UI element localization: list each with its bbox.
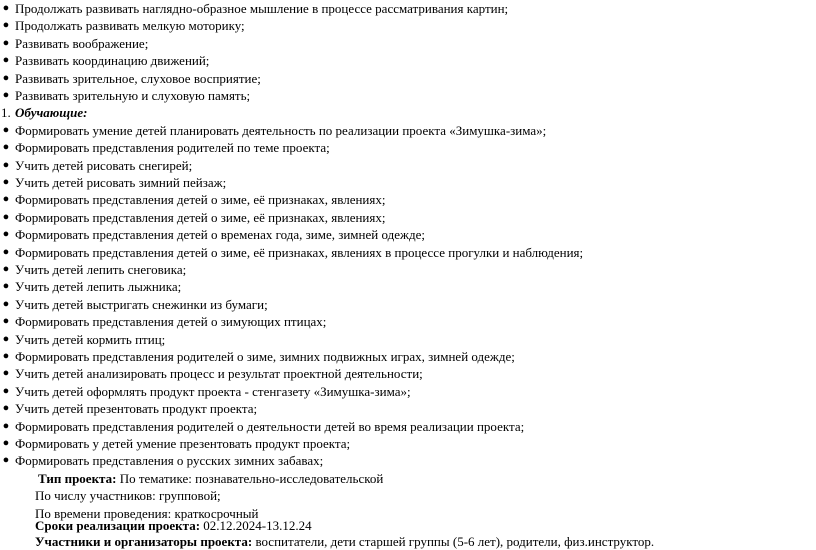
project-dates-label: Сроки реализации проекта: [35, 518, 201, 533]
bullet-icon: ● [2, 350, 10, 362]
list-item-text: Развивать зрительное, слуховое восприятие; [15, 70, 261, 86]
bullet-icon: ● [2, 419, 10, 432]
list-item-text: Формировать представления детей о зимующих птицах; [15, 314, 327, 330]
list-item-text: Формировать у детей умение презентовать продукт проекта; [15, 436, 351, 451]
bullet-icon: ● [2, 280, 10, 293]
list-item-text: Учить детей лепить лыжника; [15, 279, 182, 295]
bullet-icon: ● [2, 54, 10, 67]
project-dates [35, 517, 312, 534]
list-item-text: Формировать умение детей планировать деятельность по реализации проекта «Зимушка-зима»; [15, 122, 547, 138]
list-item-text: Учить детей презентовать продукт проекта; [15, 401, 258, 417]
participants-count: По числу участников: групповой; [35, 488, 221, 504]
bullet-icon: ● [2, 315, 10, 328]
project-type-value: По тематике: познавательно-исследовательской [116, 470, 384, 486]
bullet-icon: ● [2, 297, 10, 310]
list-item-text: Формировать представления детей о временах года, зиме, зимней одежде; [15, 227, 425, 243]
bullet-icon: ● [2, 2, 10, 14]
bullet-icon: ● [2, 71, 10, 84]
section-number: 1. [1, 105, 11, 121]
project-dates-value: 02.12.2024-13.12.24 [200, 518, 312, 533]
bullet-icon: ● [2, 228, 10, 241]
list-item-text: Учить детей анализировать процесс и результат проектной деятельности; [15, 366, 423, 382]
bullet-icon: ● [2, 367, 10, 380]
bullet-icon: ● [2, 89, 10, 101]
list-item-text: Развивать воображение; [15, 35, 149, 51]
list-item-text: Формировать представления детей о зиме, её признаках, явлениях; [15, 192, 386, 208]
bullet-icon: ● [2, 19, 10, 32]
project-duration: По времени проведения: краткосрочный [35, 505, 259, 521]
bullet-icon: ● [2, 36, 10, 49]
bullet-icon: ● [2, 263, 10, 275]
list-item-text: Продолжать развивать наглядно-образное мышление в процессе рассматривания картин; [15, 1, 509, 16]
bullet-icon: ● [2, 123, 10, 136]
bullet-icon: ● [2, 141, 10, 154]
project-type [38, 470, 383, 487]
bullet-icon: ● [2, 245, 10, 258]
list-item-text: Формировать представления родителей о зиме, зимних подвижных играх, зимней одежде; [15, 349, 515, 364]
bullet-icon: ● [2, 158, 10, 171]
list-item-text: Учить детей выстригать снежинки из бумаги; [15, 296, 268, 312]
project-participants-label: Участники и организаторы проекта: [35, 534, 253, 549]
list-item-text: Учить детей рисовать зимний пейзаж; [15, 175, 227, 190]
bullet-icon: ● [2, 454, 10, 467]
bullet-icon: ● [2, 193, 10, 206]
list-item-text: Продолжать развивать мелкую моторику; [15, 18, 245, 34]
bullet-icon: ● [2, 384, 10, 397]
project-participants-value: воспитатели, дети старшей группы (5-6 лет), родители, физ.инструктор. [252, 534, 655, 549]
project-participants [35, 533, 654, 550]
bullet-icon: ● [2, 210, 10, 223]
bullet-icon: ● [2, 332, 10, 345]
bullet-icon: ● [2, 437, 10, 449]
list-item-text: Учить детей рисовать снегирей; [15, 157, 193, 173]
list-item-text: Развивать координацию движений; [15, 53, 210, 69]
list-item-text: Формировать представления детей о зиме, её признаках, явлениях; [15, 209, 386, 225]
list-item-text: Формировать представления родителей о деятельности детей во время реализации проекта; [15, 418, 525, 434]
section-title: Обучающие: [15, 105, 88, 121]
list-item-text: Учить детей оформлять продукт проекта - стенгазету «Зимушка-зима»; [15, 383, 411, 399]
list-item-text: Развивать зрительную и слуховую память; [15, 88, 251, 103]
list-item-text: Учить детей кормить птиц; [15, 331, 166, 347]
bullet-icon: ● [2, 402, 10, 415]
list-item-text: Учить детей лепить снеговика; [15, 262, 187, 277]
bullet-icon: ● [2, 176, 10, 188]
list-item-text: Формировать представления о русских зимних забавах; [15, 453, 324, 469]
list-item-text: Формировать представления родителей по теме проекта; [15, 140, 330, 156]
list-item-text: Формировать представления детей о зиме, её признаках, явлениях в процессе прогулки и наблюдения; [15, 244, 584, 260]
project-type-label: Тип проекта: [38, 470, 117, 486]
